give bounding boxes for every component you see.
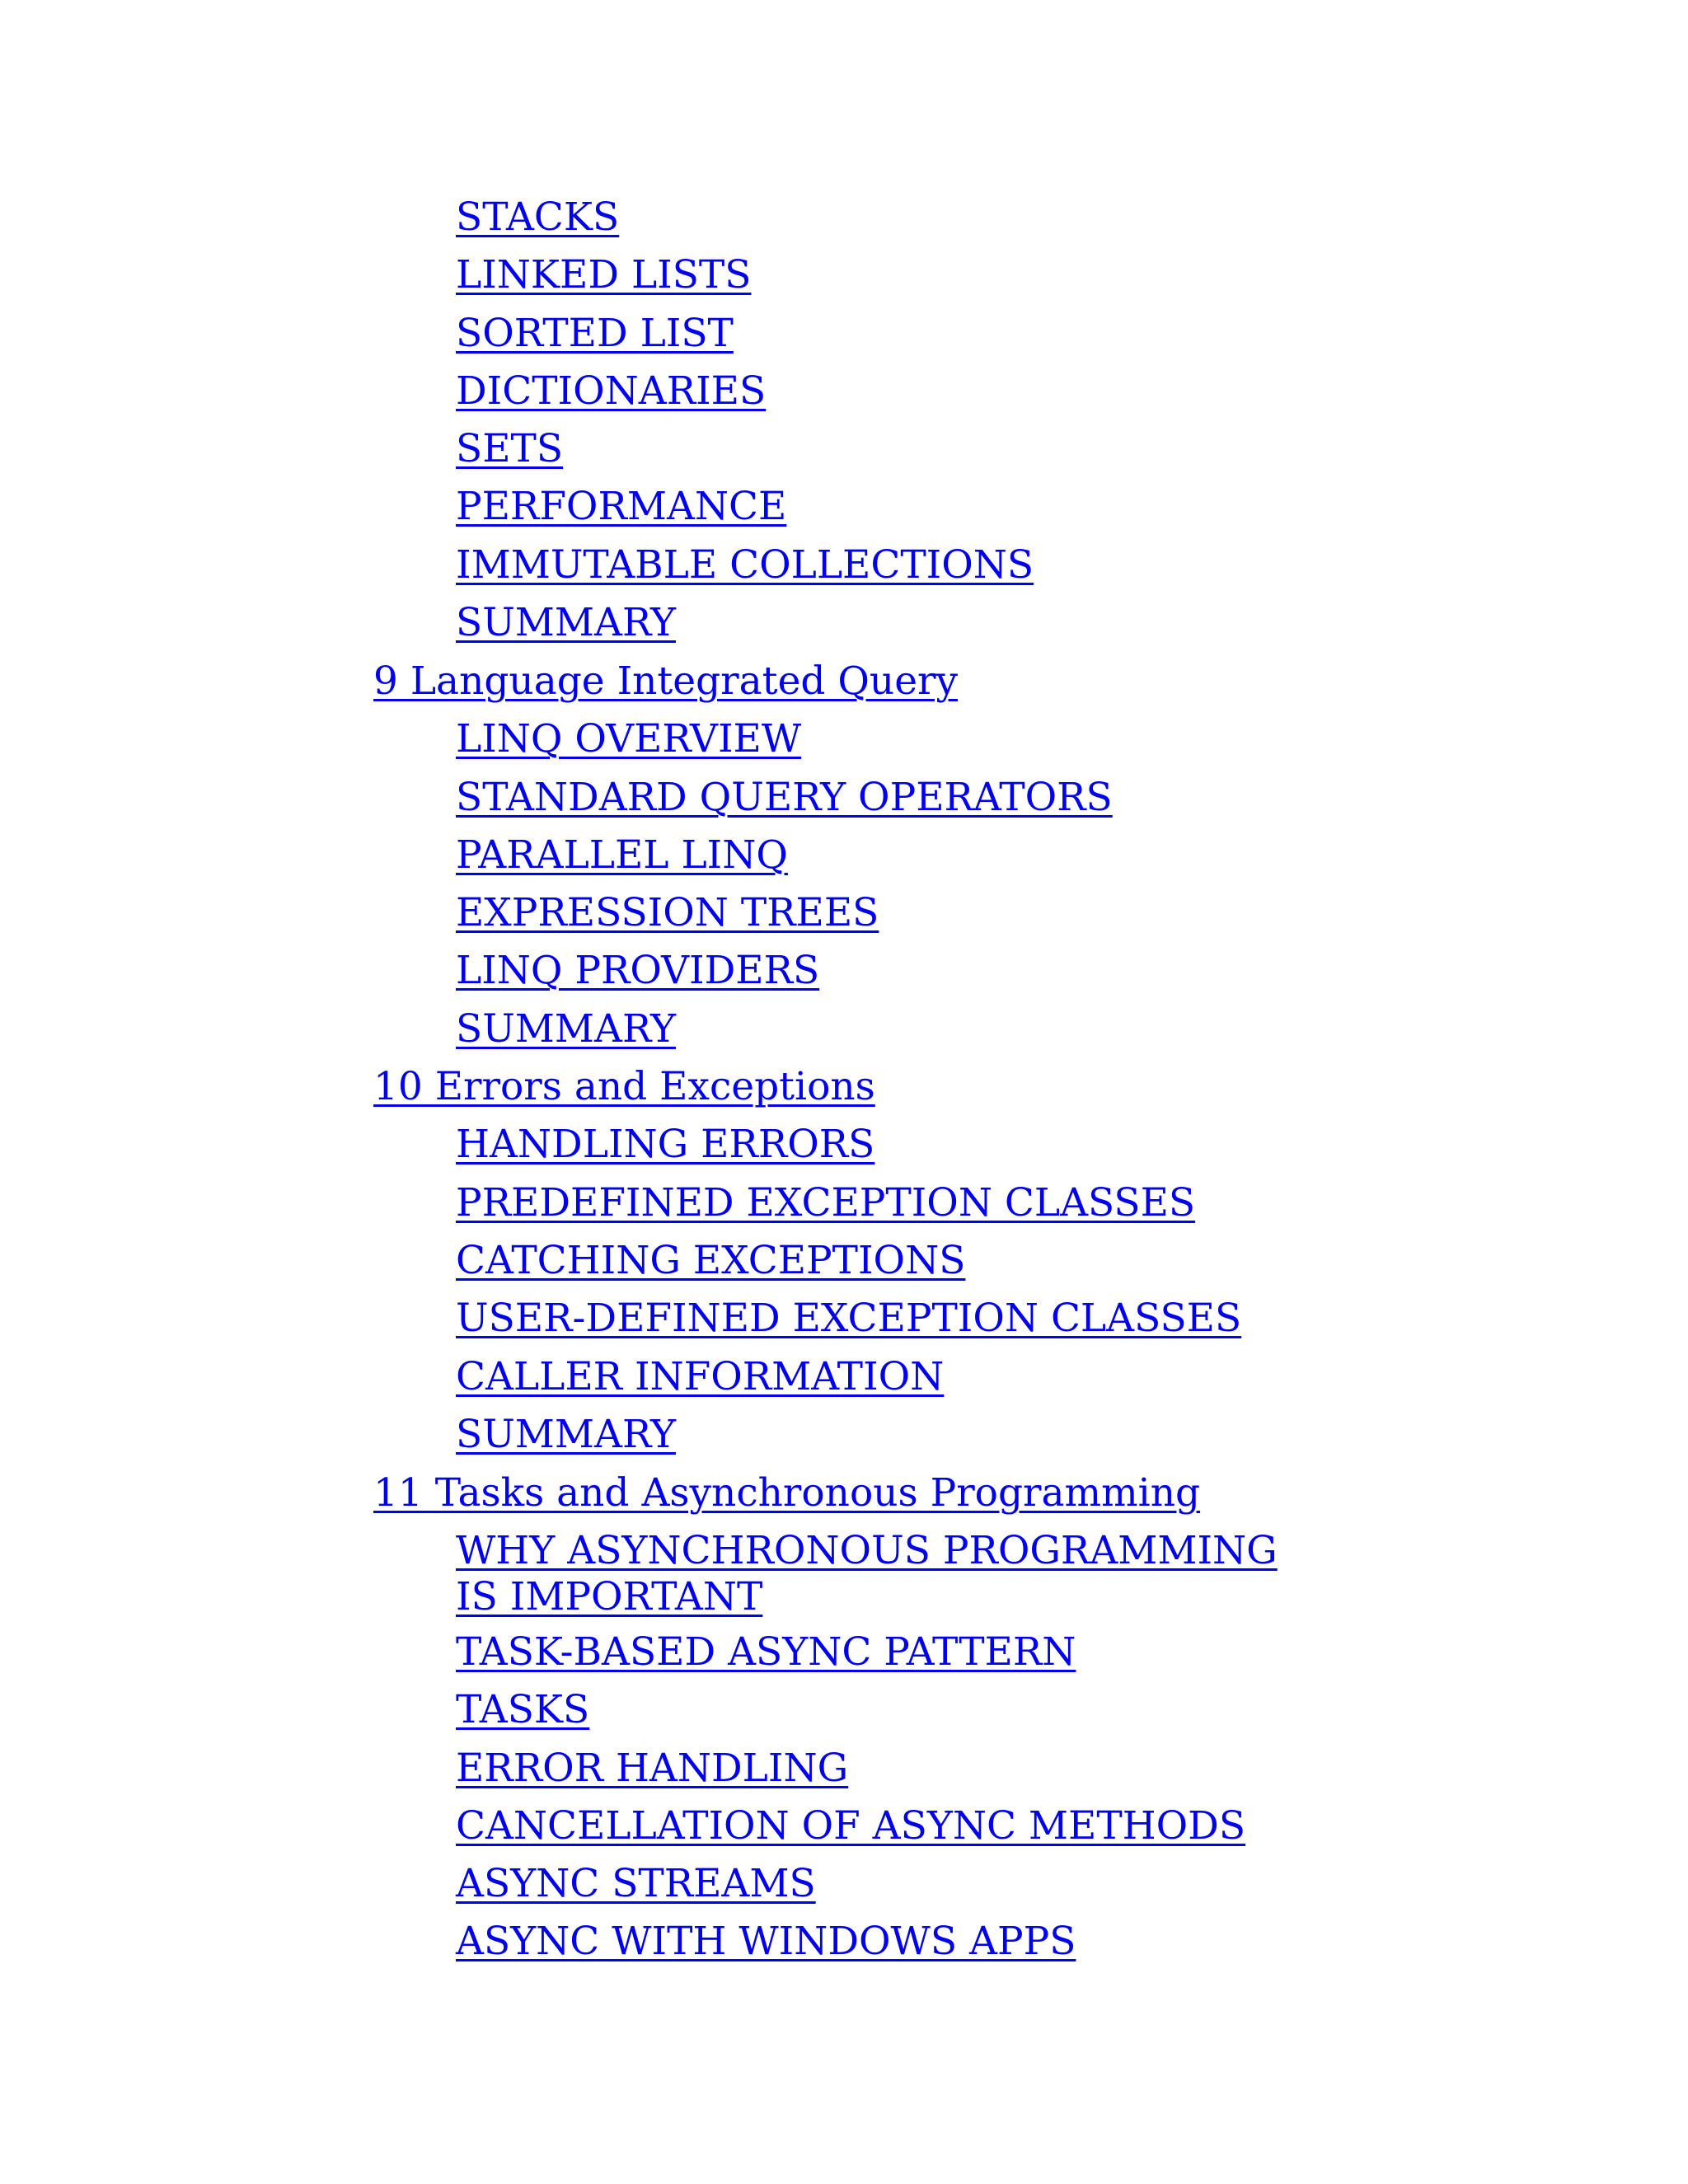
toc-link-sorted-list[interactable]: SORTED LIST <box>456 311 734 356</box>
toc-link-expression-trees[interactable]: EXPRESSION TREES <box>456 890 879 935</box>
toc-link-summary-10[interactable]: SUMMARY <box>456 1412 676 1457</box>
toc-link-summary-8[interactable]: SUMMARY <box>456 600 676 645</box>
toc-link-immutable-collections[interactable]: IMMUTABLE COLLECTIONS <box>456 542 1034 588</box>
toc-link-standard-query-operators[interactable]: STANDARD QUERY OPERATORS <box>456 775 1113 820</box>
toc-link-stacks[interactable]: STACKS <box>456 194 620 240</box>
toc-link-sets[interactable]: SETS <box>456 426 564 471</box>
toc-link-parallel-linq[interactable]: PARALLEL LINQ <box>456 832 788 878</box>
toc-link-handling-errors[interactable]: HANDLING ERRORS <box>456 1122 875 1167</box>
toc-link-chapter-10[interactable]: 10 Errors and Exceptions <box>373 1064 875 1109</box>
toc-link-catching-exceptions[interactable]: CATCHING EXCEPTIONS <box>456 1238 966 1283</box>
toc-link-async-with-windows-apps[interactable]: ASYNC WITH WINDOWS APPS <box>456 1919 1076 1964</box>
toc-link-dictionaries[interactable]: DICTIONARIES <box>456 368 767 414</box>
toc-link-async-streams[interactable]: ASYNC STREAMS <box>456 1861 816 1906</box>
toc-link-chapter-11[interactable]: 11 Tasks and Asynchronous Programming <box>373 1470 1201 1516</box>
toc-link-linq-overview[interactable]: LINQ OVERVIEW <box>456 716 802 762</box>
toc-link-why-asynchronous-programming-is-important[interactable]: WHY ASYNCHRONOUS PROGRAMMING IS IMPORTANT <box>456 1528 1278 1619</box>
toc-link-linked-lists[interactable]: LINKED LISTS <box>456 252 752 298</box>
toc-link-performance[interactable]: PERFORMANCE <box>456 484 787 529</box>
toc-link-summary-9[interactable]: SUMMARY <box>456 1006 676 1052</box>
toc-link-task-based-async-pattern[interactable]: TASK-BASED ASYNC PATTERN <box>456 1629 1076 1675</box>
toc-link-cancellation-of-async-methods[interactable]: CANCELLATION OF ASYNC METHODS <box>456 1803 1246 1849</box>
toc-link-predefined-exception-classes[interactable]: PREDEFINED EXCEPTION CLASSES <box>456 1180 1196 1226</box>
toc-link-caller-information[interactable]: CALLER INFORMATION <box>456 1354 945 1399</box>
toc-link-user-defined-exception-classes[interactable]: USER-DEFINED EXCEPTION CLASSES <box>456 1296 1242 1341</box>
toc-link-linq-providers[interactable]: LINQ PROVIDERS <box>456 948 820 993</box>
toc-link-tasks[interactable]: TASKS <box>456 1687 590 1732</box>
toc-link-error-handling[interactable]: ERROR HANDLING <box>456 1746 849 1791</box>
toc-link-chapter-9[interactable]: 9 Language Integrated Query <box>373 658 959 704</box>
